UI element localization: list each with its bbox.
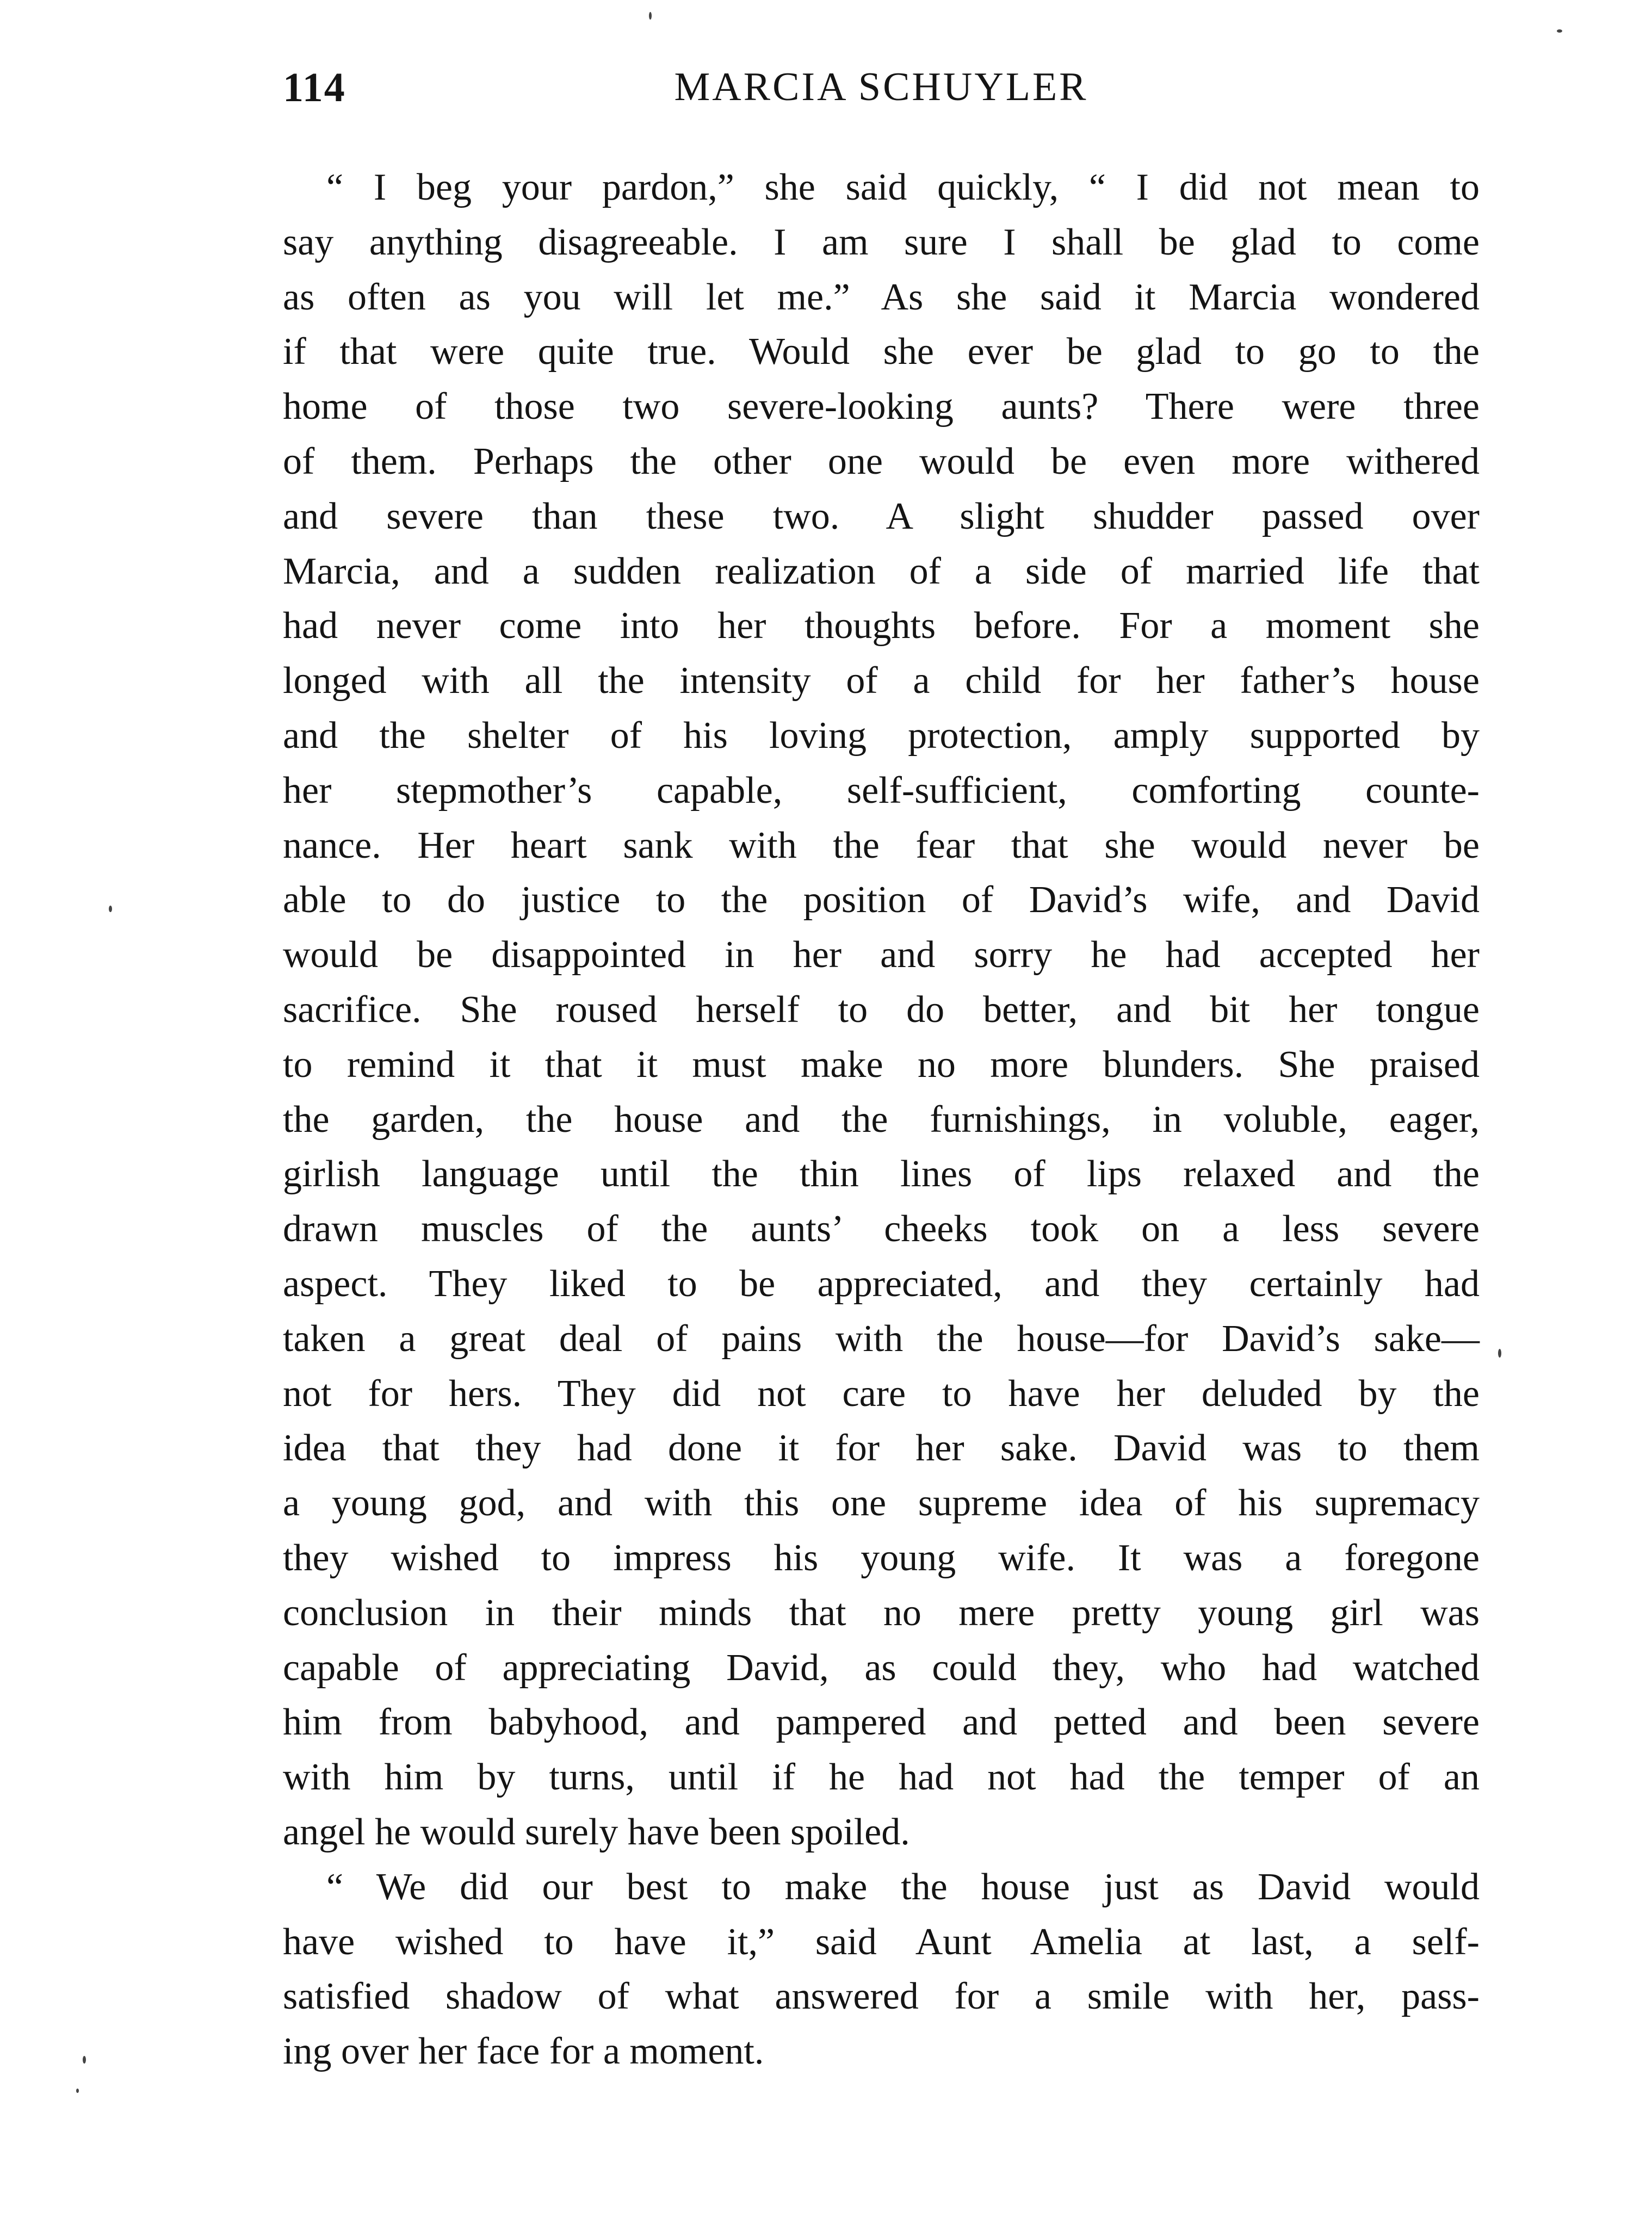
text-line: and the shelter of his loving protection, amply supported by: [283, 714, 1480, 757]
text-line: satisfied shadow of what answered for a smile with her, pass-: [283, 1975, 1480, 2018]
text-line: a young god, and with this one supreme idea of his supremacy: [283, 1482, 1480, 1525]
text-line: with him by turns, until if he had not had the temper of an: [283, 1756, 1480, 1799]
scan-speck: [76, 2089, 79, 2093]
text-line: “ We did our best to make the house just as David would: [326, 1866, 1480, 1908]
running-title: MARCIA SCHUYLER: [674, 65, 1088, 109]
text-line: as often as you will let me.” As she said it Marcia wondered: [283, 276, 1480, 318]
text-line: if that were quite true. Would she ever be glad to go to the: [283, 331, 1480, 373]
text-line: capable of appreciating David, as could they, who had watched: [283, 1646, 1480, 1689]
page-header: [283, 64, 1480, 129]
text-line: girlish language until the thin lines of lips relaxed and the: [283, 1153, 1480, 1195]
text-line: Marcia, and a sudden realization of a side of married life that: [283, 550, 1480, 592]
text-line: angel he would surely have been spoiled.: [283, 1811, 910, 1853]
text-line: home of those two severe-looking aunts? There were three: [283, 386, 1480, 428]
scan-speck: [1498, 1349, 1501, 1358]
text-line: had never come into her thoughts before. For a moment she: [283, 605, 1480, 647]
text-line: say anything disagreeable. I am sure I shall be glad to come: [283, 221, 1480, 263]
scan-speck: [109, 906, 112, 912]
text-line: nance. Her heart sank with the fear that she would never be: [283, 824, 1480, 866]
text-line: idea that they had done it for her sake. David was to them: [283, 1427, 1480, 1470]
text-line: him from babyhood, and pampered and petted and been severe: [283, 1701, 1480, 1744]
text-line: and severe than these two. A slight shudder passed over: [283, 495, 1480, 537]
text-line: of them. Perhaps the other one would be even more withered: [283, 440, 1480, 482]
text-line: not for hers. They did not care to have her deluded by the: [283, 1372, 1480, 1415]
text-line: sacrifice. She roused herself to do better, and bit her tongue: [283, 988, 1480, 1031]
text-line: to remind it that it must make no more blunders. She praised: [283, 1043, 1480, 1086]
page-number: 114: [283, 65, 346, 110]
text-line: taken a great deal of pains with the house—for David’s sake—: [283, 1317, 1480, 1360]
scan-speck: [83, 2056, 86, 2064]
text-line: the garden, the house and the furnishings, in voluble, eager,: [283, 1098, 1480, 1141]
text-line: drawn muscles of the aunts’ cheeks took on a less severe: [283, 1208, 1480, 1250]
text-body: [283, 160, 1480, 2079]
scan-speck: [649, 12, 652, 20]
text-line: conclusion in their minds that no mere pretty young girl was: [283, 1591, 1480, 1634]
text-line: her stepmother’s capable, self-sufficient, comforting counte-: [283, 769, 1480, 811]
text-line: would be disappointed in her and sorry he had accepted her: [283, 934, 1480, 976]
paragraph-2: [283, 1860, 1480, 2079]
text-line: they wished to impress his young wife. It was a foregone: [283, 1537, 1480, 1579]
scan-speck: [1557, 29, 1562, 33]
text-line: longed with all the intensity of a child for her father’s house: [283, 660, 1480, 702]
text-line: have wished to have it,” said Aunt Amelia at last, a self-: [283, 1921, 1480, 1963]
text-line: aspect. They liked to be appreciated, and they certainly had: [283, 1262, 1480, 1305]
text-line: “ I beg your pardon,” she said quickly, “ I did not mean to: [326, 166, 1480, 208]
paragraph-1: [283, 160, 1480, 1860]
text-line: ing over her face for a moment.: [283, 2030, 764, 2073]
text-line: able to do justice to the position of David’s wife, and David: [283, 879, 1480, 921]
